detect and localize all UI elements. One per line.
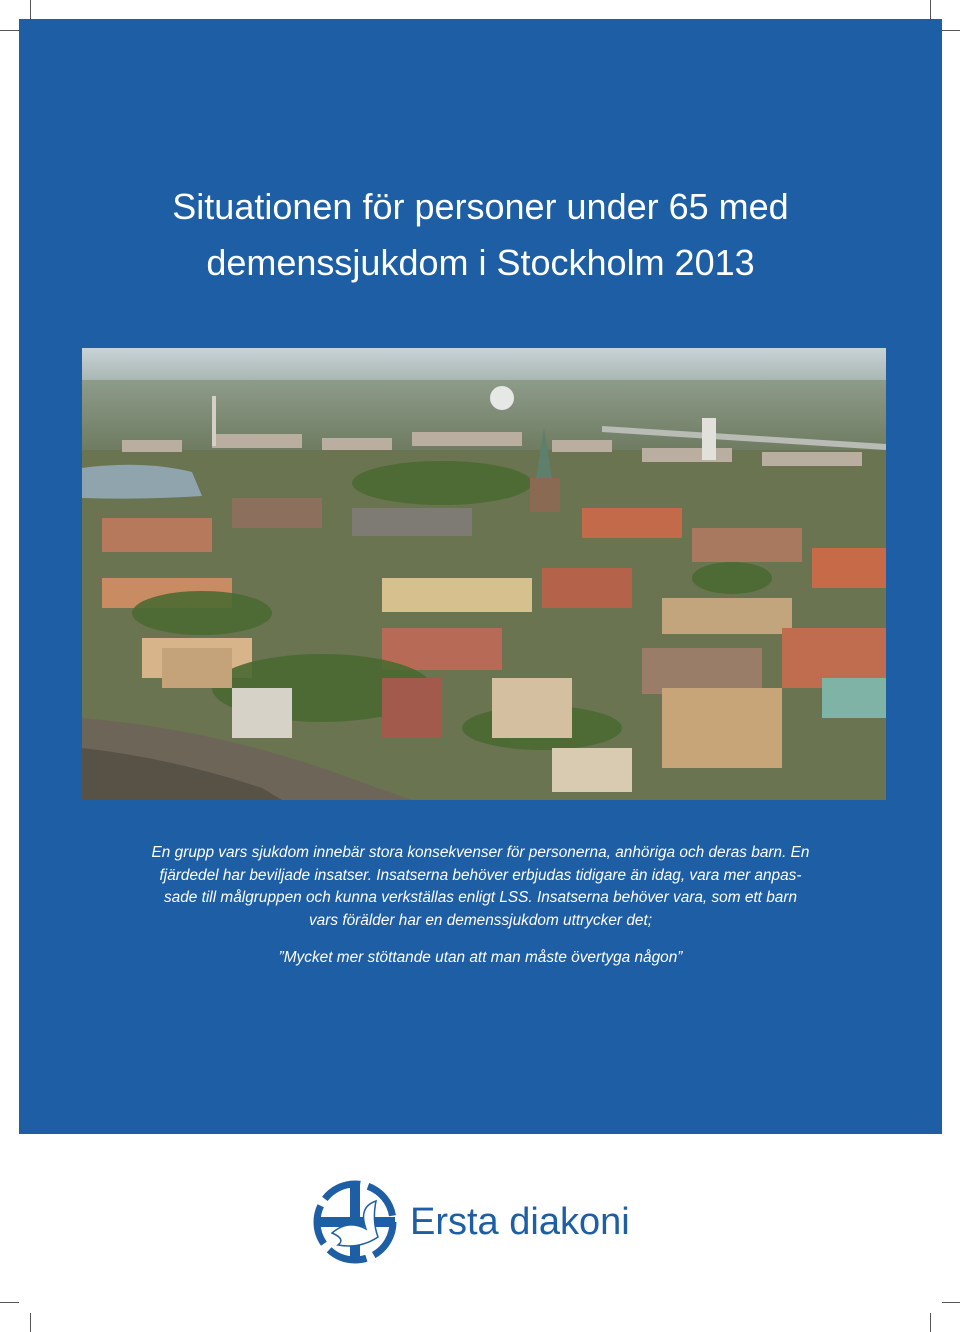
organization-name: Ersta diakoni: [410, 1201, 630, 1243]
paragraph-line: fjärdedel har beviljade insatser. Insatserna behöver erbjudas tidigare än idag, vara mer anpas-: [159, 866, 802, 884]
intro-paragraph: [139, 842, 822, 932]
paragraph-line: En grupp vars sjukdom innebär stora konsekvenser för personerna, anhöriga och deras barn. En: [151, 844, 810, 861]
crop-mark: [930, 0, 931, 19]
child-quote: ”Mycket mer stöttande utan att man måste övertyga någon”: [278, 949, 683, 966]
crop-mark: [942, 30, 960, 31]
paragraph-line: sade till målgruppen och kunna verkställas enligt LSS. Insatserna behöver vara, som ett barn: [163, 889, 798, 906]
crop-mark: [0, 1302, 19, 1303]
aerial-city-photo: [82, 348, 886, 800]
crop-mark: [930, 1313, 931, 1332]
crop-mark: [30, 1313, 31, 1332]
crop-mark: [0, 30, 19, 31]
crop-mark: [30, 0, 31, 19]
document-title: [19, 179, 942, 291]
paragraph-line: vars förälder har en demenssjukdom uttrycker det;: [308, 911, 653, 929]
title-line: Situationen för personer under 65 med: [172, 186, 789, 227]
dove-cross-circle-icon: [310, 1177, 400, 1267]
cover-panel: [19, 19, 942, 1134]
title-line: demenssjukdom i Stockholm 2013: [206, 242, 755, 283]
crop-mark: [942, 1302, 960, 1303]
ersta-diakoni-logo: [310, 1177, 670, 1267]
